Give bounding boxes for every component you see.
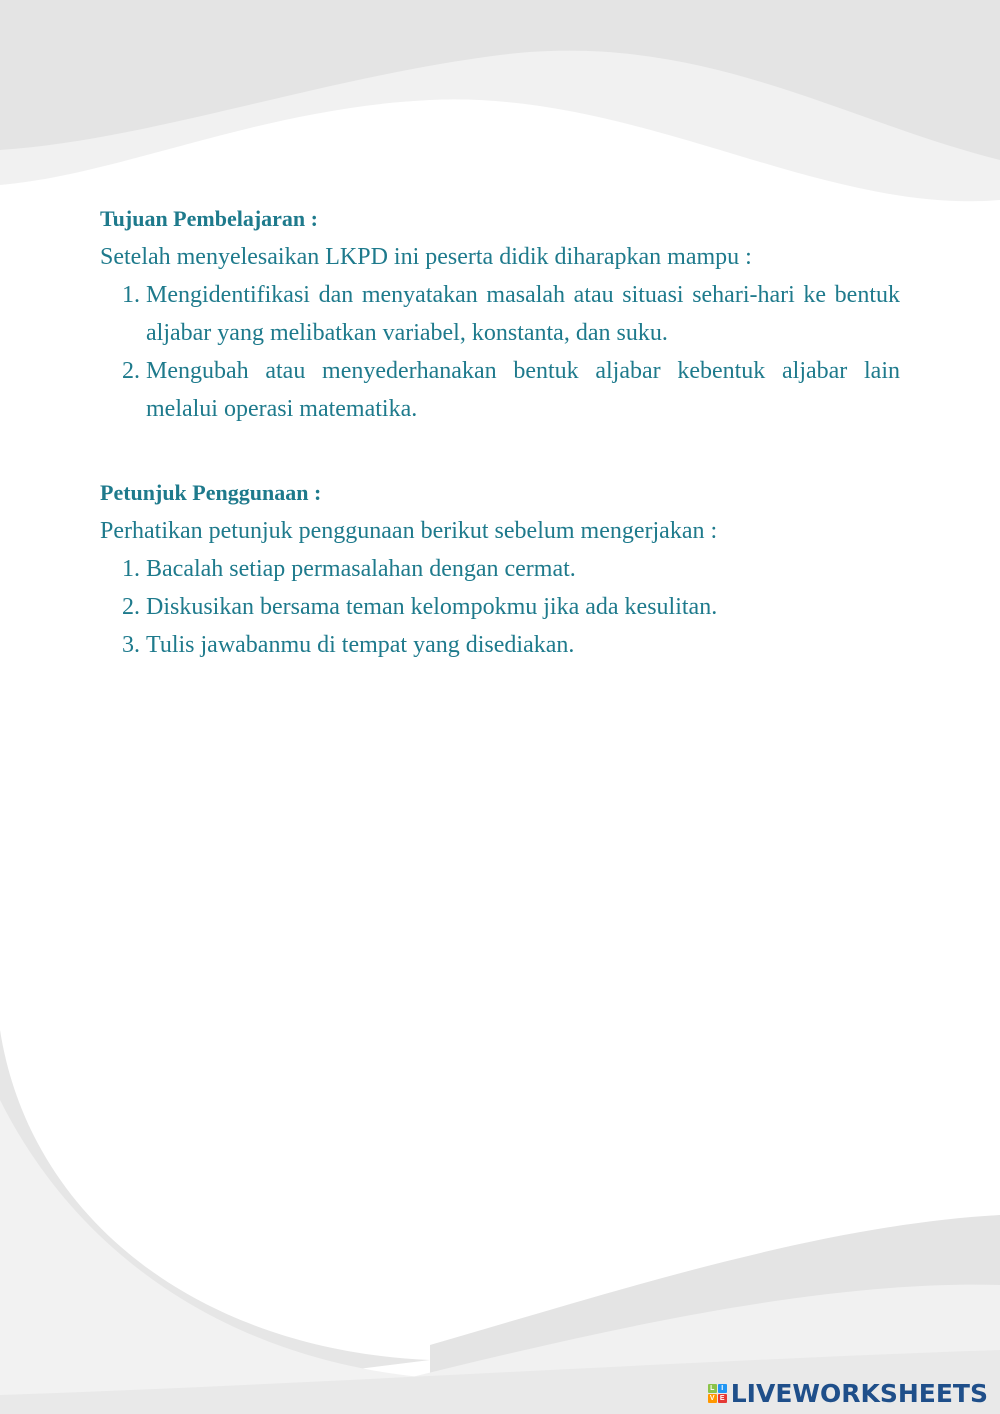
list-item-text: Diskusikan bersama teman kelompokmu jika ada kesulitan. <box>146 594 718 620</box>
list-item-number: 2. <box>122 358 140 384</box>
liveworksheets-wordmark: LIVEWORKSHEETS <box>730 1379 988 1408</box>
logo-letter-i: I <box>718 1384 727 1393</box>
liveworksheets-logo-icon <box>708 1384 727 1403</box>
list-item-number: 2. <box>122 594 140 620</box>
list-item <box>100 352 900 428</box>
logo-letter-l: L <box>708 1384 717 1393</box>
liveworksheets-brand <box>708 1379 988 1408</box>
logo-letter-v: V <box>708 1394 717 1403</box>
petunjuk-section <box>100 474 900 664</box>
list-item-text: Mengidentifikasi dan menyatakan masalah atau situasi sehari-hari ke bentuk aljabar yang melibatkan variabel, konstanta, dan suku. <box>146 282 900 346</box>
list-item-text: Mengubah atau menyederhanakan bentuk aljabar kebentuk aljabar lain melalui operasi matematika. <box>146 358 900 422</box>
list-item-text: Bacalah setiap permasalahan dengan cermat. <box>146 556 576 582</box>
tujuan-list <box>100 276 900 428</box>
list-item <box>100 276 900 352</box>
logo-letter-e: E <box>718 1394 727 1403</box>
petunjuk-intro: Perhatikan petunjuk penggunaan berikut sebelum mengerjakan : <box>100 518 718 544</box>
list-item <box>100 626 900 664</box>
list-item-number: 1. <box>122 556 140 582</box>
bottom-left-wave-light <box>0 1100 460 1414</box>
tujuan-heading: Tujuan Pembelajaran : <box>100 206 318 231</box>
list-item-text: Tulis jawabanmu di tempat yang disediakan. <box>146 632 575 658</box>
list-item-number: 3. <box>122 632 140 658</box>
list-item <box>100 550 900 588</box>
page-content <box>100 200 900 664</box>
list-item-number: 1. <box>122 282 140 308</box>
tujuan-intro: Setelah menyelesaikan LKPD ini peserta didik diharapkan mampu : <box>100 244 752 270</box>
tujuan-section <box>100 200 900 428</box>
list-item <box>100 588 900 626</box>
petunjuk-heading: Petunjuk Penggunaan : <box>100 480 322 505</box>
petunjuk-list <box>100 550 900 664</box>
